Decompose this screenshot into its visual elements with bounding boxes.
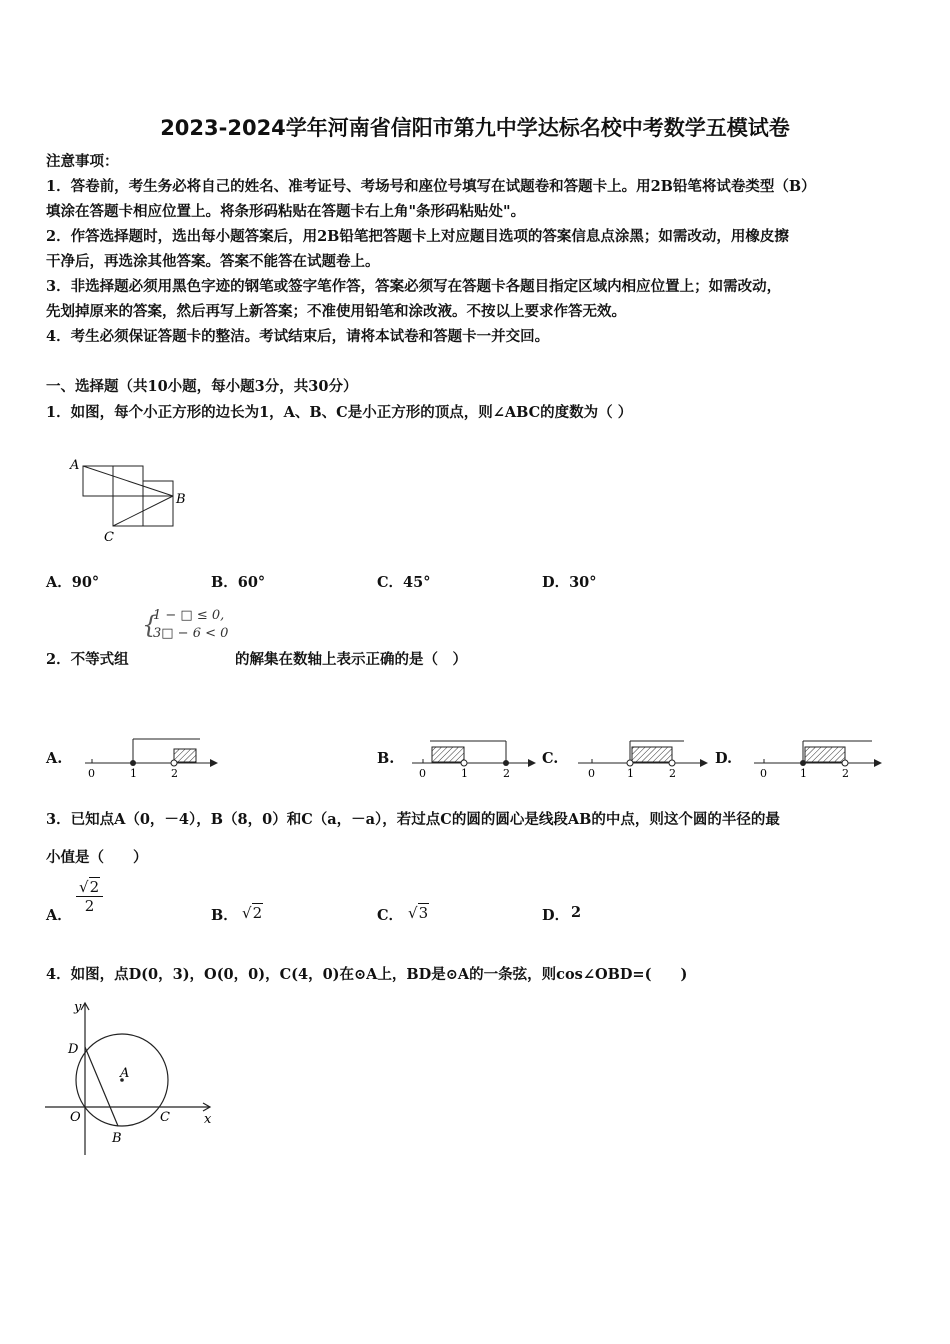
q2-stem-post: 的解集在数轴上表示正确的是（ ） [235, 651, 467, 668]
q2-option-a-letter: A. [46, 750, 63, 767]
q3-b-radicand: 2 [252, 904, 263, 922]
notice-line-4: 4．考生必须保证答题卡的整洁。考试结束后，请将本试卷和答题卡一并交回。 [46, 328, 550, 345]
q2-c-tick-2: 2 [669, 767, 676, 780]
q2-option-d-numberline [748, 735, 888, 780]
q1-option-a: A．90° [46, 574, 100, 591]
q4-label-x: x [204, 1112, 212, 1127]
q2-option-d-letter: D. [715, 750, 733, 767]
q2-option-b-numberline [408, 735, 538, 780]
q3-option-d-value: 2 [571, 904, 582, 921]
q2-c-tick-1: 1 [627, 767, 634, 780]
q3-option-b-letter: B． [211, 907, 238, 924]
q4-label-c: C [160, 1110, 170, 1125]
q4-label-y: y [74, 1000, 82, 1015]
q2-option-a-numberline [80, 735, 220, 780]
q1-stem: 1．如图，每个小正方形的边长为1，A、B、C是小正方形的顶点，则∠ABC的度数为（ ） [46, 404, 633, 421]
q1-label-c: C [104, 530, 114, 545]
notice-line-1: 1．答卷前，考生务必将自己的姓名、准考证号、考场号和座位号填写在试题卷和答题卡上。用2B铅笔将试卷类型（B） [46, 178, 816, 195]
q4-stem: 4．如图，点D(0，3)，O(0，0)，C(4，0)在⊙A上，BD是⊙A的一条弦，则cos∠OBD=( ) [46, 966, 688, 983]
q2-a-tick-1: 1 [130, 767, 137, 780]
q3-a-denominator: 2 [84, 897, 95, 915]
q3-c-radicand: 3 [418, 904, 429, 922]
q1-option-d: D．30° [542, 574, 597, 591]
q4-label-b: B [112, 1131, 122, 1146]
q1-option-b: B．60° [211, 574, 266, 591]
q2-b-tick-0: 0 [419, 767, 426, 780]
notice-line-2: 2．作答选择题时，选出每小题答案后，用2B铅笔把答题卡上对应题目选项的答案信息点涂黑；如需改动，用橡皮擦 [46, 228, 789, 245]
notice-heading: 注意事项： [46, 153, 119, 170]
section-heading: 一、选择题（共10小题，每小题3分，共30分） [46, 378, 358, 395]
q2-a-tick-0: 0 [88, 767, 95, 780]
q1-option-c: C．45° [377, 574, 431, 591]
q1-label-a: A [70, 458, 80, 473]
q2-d-tick-2: 2 [842, 767, 849, 780]
q3-stem-line-2: 小值是（ ） [46, 849, 148, 866]
q3-stem-line-1: 3．已知点A（0，－4），B（8，0）和C（a，－a），若过点C的圆的圆心是线段AB的中点，则这个圆的半径的最 [46, 811, 780, 828]
q1-grid-figure [60, 450, 210, 550]
q4-label-d: D [68, 1042, 79, 1057]
q2-b-tick-1: 1 [461, 767, 468, 780]
q3-option-c-value: √3 [408, 904, 429, 922]
q2-system-line-1: 1 − □ ≤ 0, [153, 608, 225, 623]
q2-inequality-system [140, 603, 240, 643]
q2-a-tick-2: 2 [171, 767, 178, 780]
q2-c-tick-0: 0 [588, 767, 595, 780]
q2-stem-pre: 2．不等式组 [46, 651, 129, 668]
notice-line-3: 3．非选择题必须用黑色字迹的钢笔或签字笔作答，答案必须写在答题卡各题目指定区域内相应位置上；如需改动， [46, 278, 782, 295]
q3-option-c-letter: C． [377, 907, 404, 924]
q2-option-b-letter: B. [377, 750, 395, 767]
notice-line-3b: 先划掉原来的答案，然后再写上新答案；不准使用铅笔和涂改液。不按以上要求作答无效。 [46, 303, 626, 320]
q3-option-d-letter: D． [542, 907, 570, 924]
page-title: 2023-2024学年河南省信阳市第九中学达标名校中考数学五模试卷 [160, 116, 790, 140]
svg-text:{: { [142, 611, 158, 639]
q4-label-o: O [70, 1110, 81, 1125]
notice-line-1b: 填涂在答题卡相应位置上。将条形码粘贴在答题卡右上角"条形码粘贴处"。 [46, 203, 526, 220]
q2-option-c-letter: C. [542, 750, 559, 767]
q3-option-a-value: $\frac{√2}{2}$ [76, 878, 103, 915]
q3-option-a-letter: A． [46, 907, 72, 924]
q2-d-tick-0: 0 [760, 767, 767, 780]
q2-b-tick-2: 2 [503, 767, 510, 780]
notice-line-2b: 干净后，再选涂其他答案。答案不能答在试题卷上。 [46, 253, 380, 270]
q2-d-tick-1: 1 [800, 767, 807, 780]
q3-option-b-value: √2 [242, 904, 263, 922]
q1-label-b: B [176, 492, 186, 507]
q2-option-c-numberline [572, 735, 712, 780]
q4-label-a: A [120, 1066, 130, 1081]
q3-a-radicand: 2 [89, 878, 100, 896]
q4-circle-figure [40, 995, 220, 1160]
q2-system-line-2: 3□ − 6 < 0 [153, 626, 229, 641]
